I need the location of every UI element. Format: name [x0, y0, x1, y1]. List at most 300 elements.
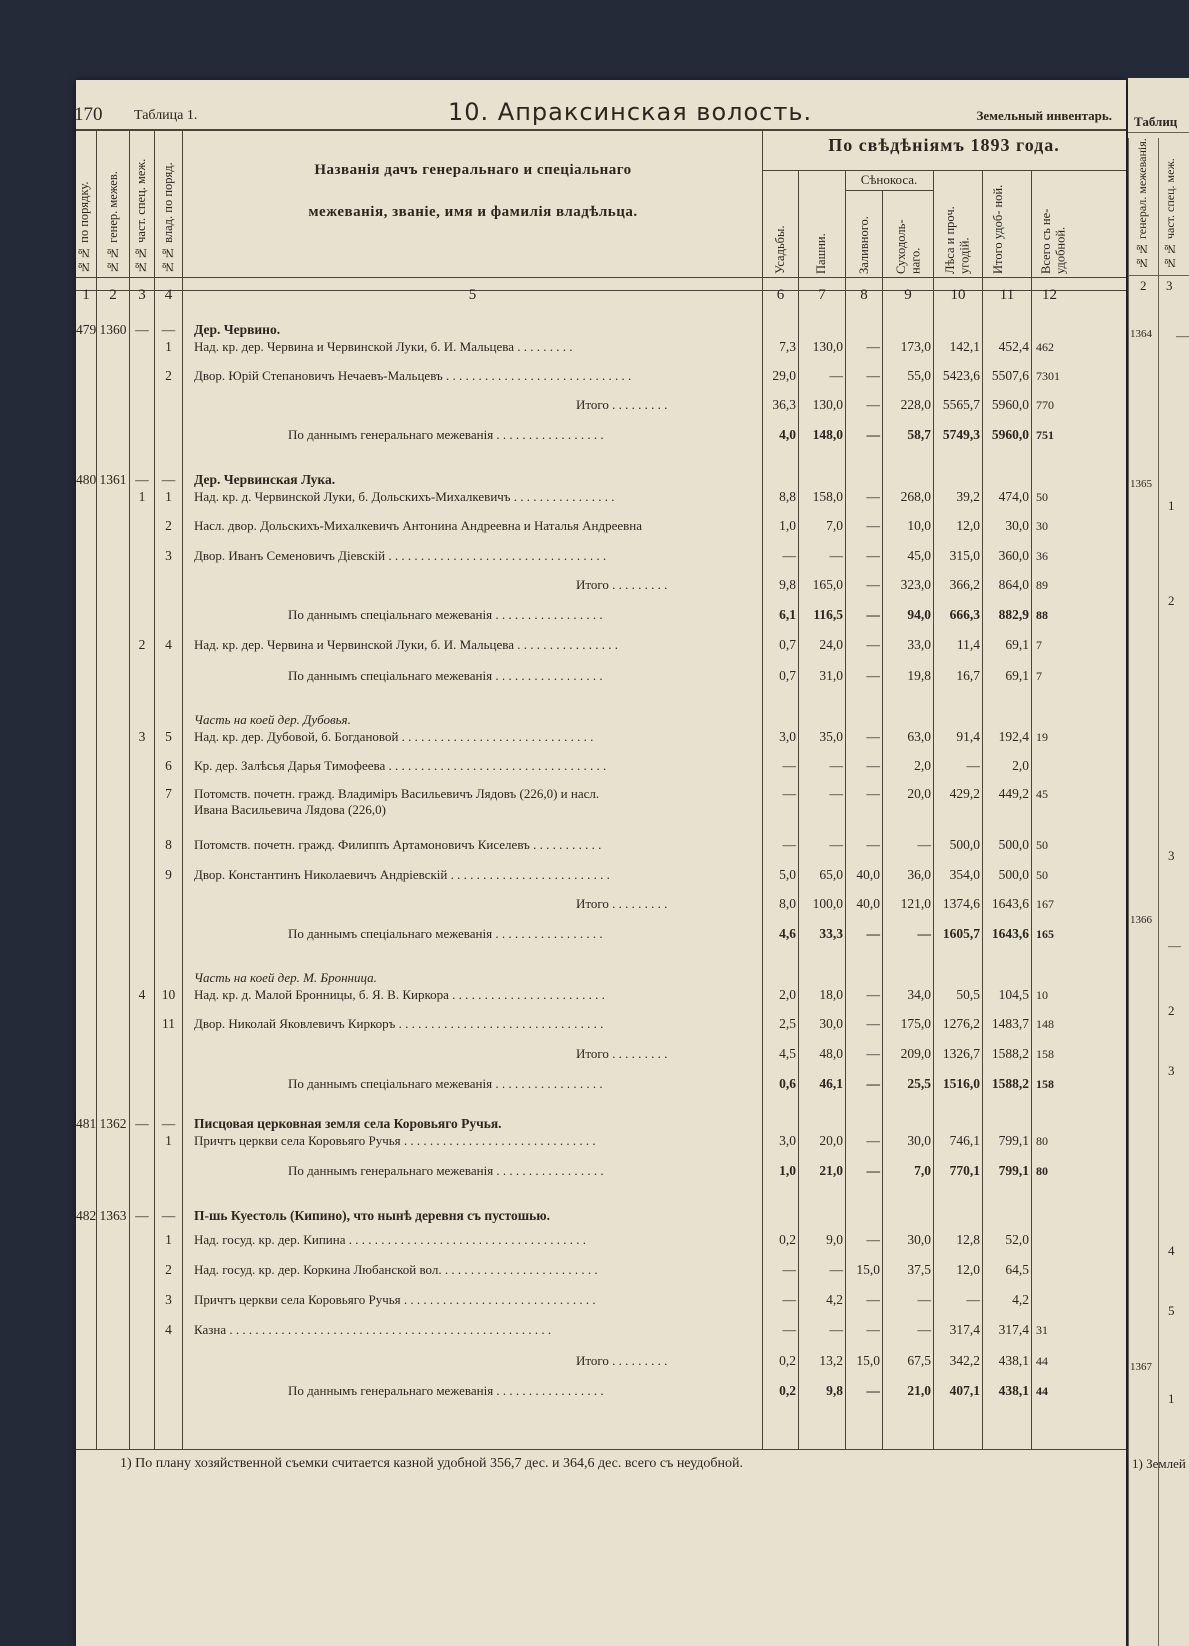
cell-v8: — [866, 368, 880, 383]
cell-v11: 360,0 [998, 548, 1029, 563]
cell-v9: 58,7 [907, 427, 931, 442]
cell-v6: 3,0 [779, 729, 796, 744]
row-survey-label: По даннымъ спеціальнаго межеванія . . . . . . . . . . . . . . . . . [288, 1076, 603, 1091]
col-number: 2 [109, 287, 117, 303]
row-name: Над. кр. д. Малой Бронницы, б. Я. В. Киркора . . . . . . . . . . . . . . . . . . . . . . . . [194, 987, 605, 1002]
cell-v6: 7,3 [779, 339, 796, 354]
cell-v6: 2,0 [779, 987, 796, 1002]
cell-v6: 8,8 [779, 489, 796, 504]
cell-v9: 2,0 [914, 758, 931, 773]
next-page-col-header: №№ генерал. межеванія. [1135, 138, 1149, 270]
row-survey-label: По даннымъ спеціальнаго межеванія . . . . . . . . . . . . . . . . . [288, 926, 603, 941]
cell-v6: 0,2 [779, 1232, 796, 1247]
next-page-rule [1128, 132, 1189, 133]
cell-v11: 438,1 [998, 1353, 1029, 1368]
cell-v9: 121,0 [900, 896, 931, 911]
next-page-col-number: 3 [1166, 278, 1173, 293]
cell-v10: — [966, 1292, 980, 1307]
cell-c4: 5 [165, 729, 172, 744]
cell-v10: 366,2 [949, 577, 980, 592]
cell-v11: 317,4 [998, 1322, 1029, 1337]
cell-v6: 8,0 [779, 896, 796, 911]
next-page-cell: 3 [1168, 848, 1175, 863]
top-rule [76, 129, 1126, 131]
cell-v11: 192,4 [998, 729, 1029, 744]
cell-c3: 1 [138, 489, 146, 504]
cell-v7: 165,0 [812, 577, 843, 592]
next-page-col-header: №№ част. спец. меж. [1163, 158, 1177, 270]
section-title: Земельный инвентарь. [976, 108, 1112, 123]
cell-v11: 500,0 [998, 837, 1029, 852]
cell-v7: 48,0 [819, 1046, 843, 1061]
cell-v8: — [866, 758, 880, 773]
cell-v9: 10,0 [907, 518, 931, 533]
cell-v9: 55,0 [907, 368, 931, 383]
cell-v6: — [782, 837, 796, 852]
cell-v11: 5507,6 [991, 368, 1029, 383]
cell-v12: 50 [1036, 490, 1048, 504]
cell-v6: 4,5 [779, 1046, 796, 1061]
cell-v8: 15,0 [856, 1353, 880, 1368]
cell-v10: 1326,7 [942, 1046, 980, 1061]
cell-c1: 479 [76, 322, 97, 337]
cell-v9: 94,0 [907, 607, 931, 622]
cell-v7: — [829, 758, 843, 773]
cell-v10: 11,4 [956, 637, 980, 652]
cell-v10: 317,4 [949, 1322, 980, 1337]
cell-v7: 100,0 [812, 896, 843, 911]
cell-v12: 7 [1036, 669, 1042, 683]
cell-v10: — [966, 758, 980, 773]
cell-v11: 69,1 [1005, 637, 1029, 652]
cell-v8: — [866, 1076, 880, 1091]
cell-v6: 5,0 [779, 867, 796, 882]
cell-v8: — [866, 1292, 880, 1307]
table-label: Таблица 1. [134, 108, 198, 123]
row-total-label: Итого . . . . . . . . . [576, 896, 668, 911]
cell-v10: 666,3 [949, 607, 980, 622]
next-page-cell: — [1168, 938, 1181, 953]
cell-v12: 50 [1036, 868, 1048, 882]
next-page-cell: 1364 [1130, 328, 1152, 340]
col-header-1: №№ по порядку. [77, 181, 91, 274]
cell-v11: 438,1 [998, 1383, 1029, 1398]
cell-v10: 1374,6 [942, 896, 980, 911]
cell-v9: — [917, 926, 931, 941]
row-name: Причтъ церкви села Коровьяго Ручья . . . . . . . . . . . . . . . . . . . . . . . . . . . . . . [194, 1292, 596, 1307]
cell-v10: 1516,0 [942, 1076, 980, 1091]
cell-v10: 5565,7 [942, 397, 980, 412]
cell-v12: 7 [1036, 638, 1042, 652]
cell-v8: — [866, 987, 880, 1002]
col-number: 4 [164, 287, 173, 303]
cell-v10: 12,8 [956, 1232, 980, 1247]
cell-v12: 89 [1036, 578, 1048, 592]
col-header-8: Заливного. [857, 216, 871, 274]
hay-rule [845, 190, 933, 191]
cell-v10: 12,0 [956, 518, 980, 533]
cell-v11: 864,0 [998, 577, 1029, 592]
row-name: Над. кр. дер. Червина и Червинской Луки, б. И. Мальцева . . . . . . . . . . . . . . . . [194, 637, 618, 652]
cell-v9: 30,0 [907, 1232, 931, 1247]
cell-v6: — [782, 548, 796, 563]
row-total-label: Итого . . . . . . . . . [576, 577, 668, 592]
row-name: Двор. Константинъ Николаевичъ Андріевскій . . . . . . . . . . . . . . . . . . . . . . . . . [194, 867, 610, 882]
cell-v7: — [829, 786, 843, 801]
row-name: Двор. Иванъ Семеновичъ Діевскій . . . . . . . . . . . . . . . . . . . . . . . . . . . . . . . . . . [194, 548, 607, 563]
cell-v12: 462 [1036, 340, 1054, 354]
cell-v8: — [866, 548, 880, 563]
cell-v12: 148 [1036, 1017, 1054, 1031]
cell-v9: 20,0 [907, 786, 931, 801]
cell-c4: 2 [165, 368, 172, 383]
row-survey-label: По даннымъ генеральнаго межеванія . . . . . . . . . . . . . . . . . [288, 1163, 604, 1178]
cell-v8: — [866, 339, 880, 354]
cell-v10: 746,1 [949, 1133, 980, 1148]
cell-c1: 481 [76, 1116, 97, 1131]
col-number: 10 [950, 287, 966, 303]
cell-v12: 158 [1036, 1047, 1054, 1061]
ledger-page [76, 80, 1126, 1646]
cell-c4: 7 [165, 786, 172, 801]
cell-v11: 4,2 [1012, 1292, 1029, 1307]
cell-v9: — [917, 837, 931, 852]
row-name: Ивана Васильевича Лядова (226,0) [194, 802, 386, 817]
cell-v10: 5423,6 [942, 368, 980, 383]
cell-v7: 33,3 [819, 926, 843, 941]
cell-c3: 3 [138, 729, 146, 744]
col-header-7: Пашни. [814, 233, 828, 274]
cell-v6: 0,2 [779, 1353, 796, 1368]
cell-v7: 31,0 [819, 668, 843, 683]
cell-v11: 1643,6 [991, 896, 1029, 911]
cell-v12: 50 [1036, 838, 1048, 852]
cell-v10: 1276,2 [942, 1016, 980, 1031]
cell-v7: — [829, 1322, 843, 1337]
cell-c2: 1360 [99, 322, 127, 337]
cell-v7: 4,2 [826, 1292, 843, 1307]
row-name: Дер. Червинская Лука. [194, 472, 336, 487]
col-header-10: Лѣса и проч. угодій. [943, 206, 972, 274]
cell-v6: — [782, 1322, 796, 1337]
cell-v8: — [866, 926, 880, 941]
cell-v11: 452,4 [998, 339, 1029, 354]
cell-v12: 80 [1036, 1134, 1048, 1148]
cell-c4: 2 [165, 518, 172, 533]
cell-v12: 45 [1036, 787, 1048, 801]
cell-v12: 19 [1036, 730, 1048, 744]
col-number: 6 [776, 287, 785, 303]
cell-c4: — [161, 472, 176, 487]
cell-v8: — [866, 1232, 880, 1247]
cell-v7: 9,8 [826, 1383, 843, 1398]
col-header-5-line1: Названія дачъ генеральнаго и спеціальнаго [314, 162, 632, 178]
col-number: 1 [82, 287, 90, 303]
cell-v12: 167 [1036, 897, 1054, 911]
cell-v11: 474,0 [998, 489, 1029, 504]
next-page-col-number: 2 [1140, 278, 1147, 293]
cell-v8: — [866, 837, 880, 852]
cell-c4: — [161, 1116, 176, 1131]
cell-v11: 104,5 [998, 987, 1029, 1002]
cell-v8: 15,0 [856, 1262, 880, 1277]
row-name: Казна . . . . . . . . . . . . . . . . . . . . . . . . . . . . . . . . . . . . . . . . . . . . . . . . . . [194, 1322, 552, 1337]
cell-v7: — [829, 1262, 843, 1277]
cell-v9: 67,5 [907, 1353, 931, 1368]
cell-v7: 13,2 [819, 1353, 843, 1368]
next-page-cell: 1366 [1130, 914, 1152, 926]
cell-v6: — [782, 758, 796, 773]
cell-v9: 209,0 [900, 1046, 931, 1061]
cell-c4: 4 [165, 637, 172, 652]
cell-v8: — [866, 427, 880, 442]
cell-v9: 268,0 [900, 489, 931, 504]
cell-v8: — [866, 1322, 880, 1337]
row-name: Кр. дер. Залѣсья Дарья Тимофеева . . . . . . . . . . . . . . . . . . . . . . . . . . . . . . . . . . [194, 758, 607, 773]
row-name: Над. кр. дер. Червина и Червинской Луки, б. И. Мальцева . . . . . . . . . [194, 339, 573, 354]
row-total-label: Итого . . . . . . . . . [576, 1046, 668, 1061]
cell-v10: 12,0 [956, 1262, 980, 1277]
cell-v6: 1,0 [779, 518, 796, 533]
col-header-2: №№ генер. межев. [106, 171, 120, 274]
cell-v10: 770,1 [949, 1163, 980, 1178]
cell-v12: 88 [1036, 608, 1048, 622]
col-number: 11 [999, 287, 1015, 303]
next-page-cell: 3 [1168, 1063, 1175, 1078]
cell-c4: 8 [165, 837, 172, 852]
cell-v8: 40,0 [856, 896, 880, 911]
cell-v9: 25,5 [907, 1076, 931, 1091]
cell-v11: 1643,6 [991, 926, 1029, 941]
col-line-4 [182, 129, 183, 1449]
cell-v9: 63,0 [907, 729, 931, 744]
cell-v10: 50,5 [956, 987, 980, 1002]
cell-v11: 69,1 [1005, 668, 1029, 683]
cell-c3: — [135, 1116, 149, 1131]
row-name: Над. госуд. кр. дер. Кипина . . . . . . . . . . . . . . . . . . . . . . . . . . . . . . . . . . . . . [194, 1232, 586, 1247]
cell-v7: 130,0 [812, 397, 843, 412]
cell-c4: 6 [165, 758, 172, 773]
col-line-6 [798, 170, 799, 1449]
cell-v10: 354,0 [949, 867, 980, 882]
next-page-cell: — [1176, 328, 1189, 343]
next-page-cell: 1367 [1130, 1361, 1152, 1373]
cell-v8: — [866, 668, 880, 683]
cell-v6: 0,7 [779, 668, 796, 683]
cell-v10: 91,4 [956, 729, 980, 744]
cell-v9: 37,5 [907, 1262, 931, 1277]
next-page-cell: 1365 [1130, 478, 1152, 490]
cell-v11: 5960,0 [991, 397, 1029, 412]
cell-v9: 45,0 [907, 548, 931, 563]
cell-c1: 480 [76, 472, 97, 487]
row-survey-label: По даннымъ спеціальнаго межеванія . . . . . . . . . . . . . . . . . [288, 607, 603, 622]
row-name: П-шь Куестоль (Кипино), что нынѣ деревня съ пустошью. [194, 1208, 550, 1223]
next-page-col-line [1158, 138, 1159, 1646]
cell-v11: 1483,7 [991, 1016, 1029, 1031]
group-header: По свѣдѣніямъ 1893 года. [828, 135, 1060, 155]
row-name: Над. кр. дер. Дубовой, б. Богдановой . . . . . . . . . . . . . . . . . . . . . . . . . . . . . . [194, 729, 594, 744]
cell-v8: — [866, 607, 880, 622]
cell-v11: 449,2 [998, 786, 1029, 801]
cell-c3: 2 [138, 637, 146, 652]
cell-v7: 20,0 [819, 1133, 843, 1148]
col-number: 5 [468, 287, 477, 303]
cell-v6: 4,0 [779, 427, 796, 442]
cell-v9: 175,0 [900, 1016, 931, 1031]
cell-v8: — [866, 489, 880, 504]
col-line-9 [933, 170, 934, 1449]
cell-v12: 31 [1036, 1323, 1048, 1337]
cell-v7: 24,0 [819, 637, 843, 652]
cell-v7: 148,0 [812, 427, 843, 442]
cell-v6: 2,5 [779, 1016, 796, 1031]
cell-v10: 342,2 [949, 1353, 980, 1368]
cell-c4: 1 [165, 339, 172, 354]
cell-v11: 5960,0 [991, 427, 1029, 442]
cell-v10: 1605,7 [942, 926, 980, 941]
row-name: Часть на коей дер. М. Бронница. [194, 970, 377, 985]
row-survey-label: По даннымъ генеральнаго межеванія . . . . . . . . . . . . . . . . . [288, 1383, 604, 1398]
cell-v7: 18,0 [819, 987, 843, 1002]
cell-v9: 21,0 [907, 1383, 931, 1398]
row-total-label: Итого . . . . . . . . . [576, 1353, 668, 1368]
next-page-cell: 5 [1168, 1303, 1175, 1318]
cell-v9: 34,0 [907, 987, 931, 1002]
cell-v8: 40,0 [856, 867, 880, 882]
cell-v7: 21,0 [819, 1163, 843, 1178]
col-number: 8 [860, 287, 868, 303]
cell-v8: — [866, 786, 880, 801]
next-page-cell: 2 [1168, 593, 1175, 608]
next-page-footnote: 1) Землей [1132, 1456, 1186, 1471]
hay-header: Сѣнокоса. [860, 172, 918, 187]
cell-v9: 7,0 [914, 1163, 931, 1178]
cell-v10: 5749,3 [942, 427, 980, 442]
cell-v12: 165 [1036, 927, 1054, 941]
cell-v9: 33,0 [907, 637, 931, 652]
cell-v12: 44 [1036, 1384, 1048, 1398]
cell-v11: 799,1 [998, 1133, 1029, 1148]
next-page-cell: 1 [1168, 1391, 1175, 1406]
cell-v8: — [866, 577, 880, 592]
row-name: Дер. Червино. [194, 322, 281, 337]
cell-c4: 1 [165, 489, 172, 504]
row-name: Двор. Николай Яковлевичъ Киркоръ . . . . . . . . . . . . . . . . . . . . . . . . . . . . . . . . [194, 1016, 604, 1031]
col-header-9: Суходоль- наго. [894, 219, 923, 274]
row-name: Над. госуд. кр. дер. Коркина Любанской вол. . . . . . . . . . . . . . . . . . . . . . . . . [194, 1262, 598, 1277]
cell-v8: — [866, 1163, 880, 1178]
row-survey-label: По даннымъ генеральнаго межеванія . . . . . . . . . . . . . . . . . [288, 427, 604, 442]
cell-c4: 1 [165, 1232, 172, 1247]
cell-v8: — [866, 397, 880, 412]
cell-c1: 482 [76, 1208, 97, 1223]
cell-c3: — [135, 1208, 149, 1223]
cell-v11: 799,1 [998, 1163, 1029, 1178]
cell-v7: 35,0 [819, 729, 843, 744]
header-rule [76, 277, 1126, 278]
cell-v7: 130,0 [812, 339, 843, 354]
cell-v11: 2,0 [1012, 758, 1029, 773]
col-header-12: Всего съ не- удобной. [1039, 208, 1068, 274]
cell-v7: 46,1 [819, 1076, 843, 1091]
row-name: Насл. двор. Дольскихъ-Михалкевичъ Антонина Андреевна и Наталья Андреевна [194, 518, 642, 533]
cell-v7: 158,0 [812, 489, 843, 504]
cell-v11: 1588,2 [991, 1076, 1029, 1091]
cell-v10: 500,0 [949, 837, 980, 852]
row-name: Потомств. почетн. гражд. Филиппъ Артамоновичъ Киселевъ . . . . . . . . . . . [194, 837, 602, 852]
cell-v9: 228,0 [900, 397, 931, 412]
row-name: Писцовая церковная земля села Коровьяго Ручья. [194, 1116, 502, 1131]
next-page-edge [1128, 78, 1189, 1646]
cell-c4: 4 [165, 1322, 172, 1337]
footnote: 1) По плану хозяйственной съемки считается казной удобной 356,7 дес. и 364,6 дес. всего съ неудобной. [120, 1456, 744, 1471]
cell-v10: 39,2 [956, 489, 980, 504]
cell-v12: 36 [1036, 549, 1048, 563]
col-header-5-line2: межеванія, званіе, имя и фамилія владѣльца. [308, 204, 638, 220]
cell-c4: 10 [161, 987, 176, 1002]
volost-title: 10. Апраксинская волость. [448, 98, 813, 126]
row-name: Двор. Юрій Степановичъ Нечаевъ-Мальцевъ . . . . . . . . . . . . . . . . . . . . . . . . . . . . . [194, 368, 632, 383]
cell-c2: 1362 [99, 1116, 127, 1131]
cell-v12: 158 [1036, 1077, 1054, 1091]
cell-v11: 30,0 [1005, 518, 1029, 533]
cell-v12: 7301 [1036, 369, 1060, 383]
next-page-cell: 1 [1168, 498, 1175, 513]
cell-v12: 10 [1036, 988, 1048, 1002]
cell-v6: — [782, 1262, 796, 1277]
col-number: 3 [138, 287, 146, 303]
cell-v7: 9,0 [826, 1232, 843, 1247]
cell-v8: — [866, 1046, 880, 1061]
cell-c3: — [135, 472, 149, 487]
cell-v6: — [782, 1292, 796, 1307]
row-name: Над. кр. д. Червинской Луки, б. Дольскихъ-Михалкевичъ . . . . . . . . . . . . . . . . [194, 489, 615, 504]
cell-v12: 44 [1036, 1354, 1048, 1368]
cell-v6: 0,7 [779, 637, 796, 652]
col-header-4: №№ влад. по поряд. [161, 162, 175, 274]
cell-v8: — [866, 1016, 880, 1031]
cell-c4: 2 [165, 1262, 172, 1277]
next-page-cell: 2 [1168, 1003, 1175, 1018]
cell-c3: — [135, 322, 149, 337]
cell-v8: — [866, 729, 880, 744]
bottom-rule [76, 1449, 1126, 1450]
cell-v6: 29,0 [772, 368, 796, 383]
cell-v7: — [829, 368, 843, 383]
cell-v6: 9,8 [779, 577, 796, 592]
col-header-6: Усадьбы. [773, 225, 787, 274]
cell-v9: 323,0 [900, 577, 931, 592]
group-rule [762, 170, 1126, 171]
cell-c4: 9 [165, 867, 172, 882]
page-number: 170 [74, 104, 103, 125]
row-total-label: Итого . . . . . . . . . [576, 397, 668, 412]
cell-v10: 407,1 [949, 1383, 980, 1398]
cell-v8: — [866, 518, 880, 533]
cell-v12: 80 [1036, 1164, 1048, 1178]
row-name: Причтъ церкви села Коровьяго Ручья . . . . . . . . . . . . . . . . . . . . . . . . . . . . . . [194, 1133, 596, 1148]
cell-c2: 1363 [99, 1208, 127, 1223]
col-number: 7 [818, 287, 826, 303]
cell-c4: 3 [165, 548, 172, 563]
cell-v9: — [917, 1322, 931, 1337]
cell-v10: 315,0 [949, 548, 980, 563]
row-name: Потомств. почетн. гражд. Владиміръ Васильевичъ Лядовъ (226,0) и насл. [194, 786, 600, 801]
col-number: 9 [904, 287, 912, 303]
cell-v10: 429,2 [949, 786, 980, 801]
cell-v11: 500,0 [998, 867, 1029, 882]
